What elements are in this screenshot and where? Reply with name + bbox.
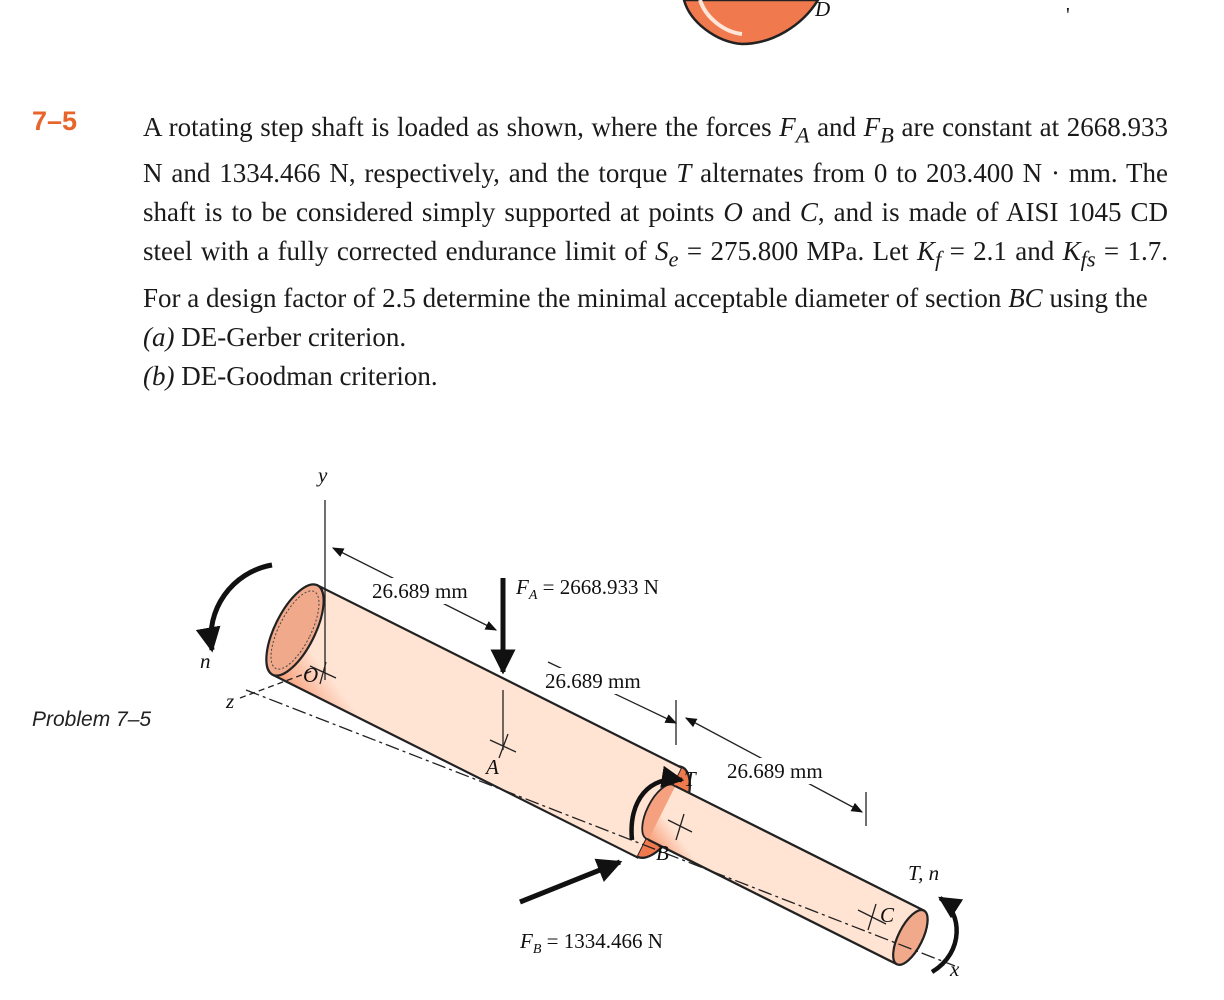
force-fa-label: $F_A = 2668.933$ N <box>516 575 659 603</box>
point-a-label: A <box>486 755 499 779</box>
spin-n-label: n <box>200 649 211 673</box>
point-d-label: D <box>815 0 831 21</box>
part-d-shape <box>684 0 1070 44</box>
axis-z-label: z <box>226 689 235 713</box>
part-b: (b) DE-Goodman criterion. <box>143 360 438 391</box>
torque-tn-label: T, n <box>908 861 940 885</box>
dim-bc-label: 26.689 mm <box>727 759 823 783</box>
problem-text: A rotating step shaft is loaded as shown, where the forces $F_A$ and $F_B$ are constant at 2668.933 N and 1334.466 N, respectively, and the torque T alternates from 0 to 203.400 N · mm. The shaft is to be considered simply supported at points O and C, and is made of AISI 1045 CD steel with a fully corrected endurance limit of $S_e = 275.800$ MPa. Let $K_f = 2.1$ and $K_{fs} = 1.7$. For a design factor of 2.5 determine the minimal acceptable diameter of section BC using the <box>143 112 1169 313</box>
force-fb-arrow <box>520 862 620 902</box>
point-b-label: B <box>656 841 669 865</box>
dim-oa-label: 26.689 mm <box>372 579 468 603</box>
point-c-label: C <box>880 903 895 927</box>
dim-ab-label: 26.689 mm <box>545 669 641 693</box>
axis-x-label: x <box>950 957 960 981</box>
axis-y-label: y <box>318 463 328 487</box>
shaft-section-ob <box>255 576 682 857</box>
torque-t-label: T <box>684 767 696 791</box>
point-o-label: O <box>303 663 319 687</box>
rotation-arrow-n <box>211 565 272 650</box>
force-fb-label: $F_B = 1334.466$ N <box>520 929 663 957</box>
problem-number: 7–5 <box>32 106 78 136</box>
figure-caption: Problem 7–5 <box>32 708 152 731</box>
svg-text:': ' <box>1066 3 1070 27</box>
part-a: (a) DE-Gerber criterion. <box>143 321 407 352</box>
